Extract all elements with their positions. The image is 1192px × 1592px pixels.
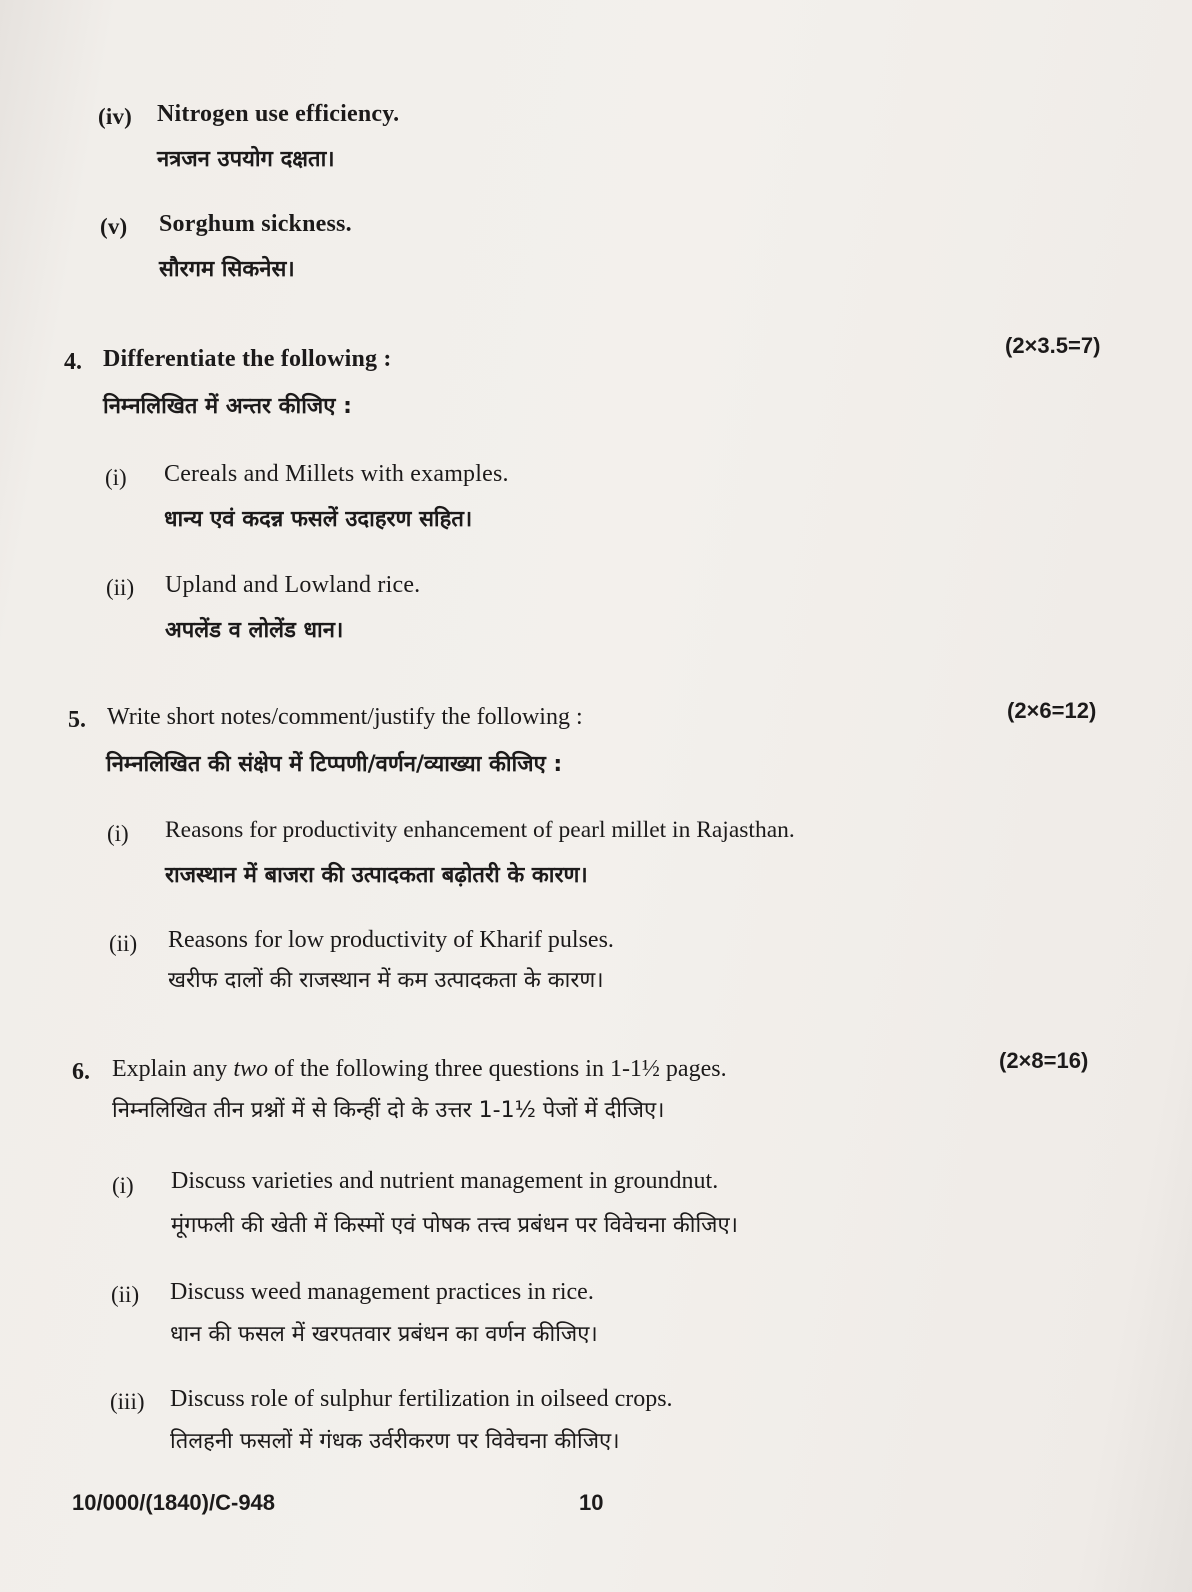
item-text-hi: तिलहनी फसलों में गंधक उर्वरीकरण पर विवेचना कीजिए। bbox=[170, 1429, 620, 1454]
item-text-en: Discuss weed management practices in rice. bbox=[170, 1279, 594, 1305]
item-text-en: Discuss role of sulphur fertilization in oilseed crops. bbox=[170, 1386, 673, 1412]
item-label: (iii) bbox=[110, 1389, 145, 1414]
question-marks: (2×6=12) bbox=[1007, 698, 1097, 723]
item-label: (iv) bbox=[98, 104, 133, 129]
item-text-hi: खरीफ दालों की राजस्थान में कम उत्पादकता के कारण। bbox=[168, 968, 604, 993]
question-text-en: Differentiate the following : bbox=[103, 346, 392, 372]
question-text-en: Explain any two of the following three questions in 1-1½ pages. bbox=[112, 1056, 727, 1082]
item-text-hi: धान की फसल में खरपतवार प्रबंधन का वर्णन कीजिए। bbox=[170, 1322, 598, 1347]
item-text-en: Sorghum sickness. bbox=[159, 211, 352, 237]
question-marks: (2×8=16) bbox=[999, 1048, 1089, 1073]
item-label: (ii) bbox=[109, 931, 138, 956]
item-text-hi: राजस्थान में बाजरा की उत्पादकता बढ़ोतरी के कारण। bbox=[165, 863, 588, 888]
item-label: (i) bbox=[105, 465, 127, 490]
item-label: (i) bbox=[112, 1173, 134, 1198]
item-label: (ii) bbox=[106, 575, 135, 600]
item-text-hi: अपलेंड व लोलेंड धान। bbox=[165, 618, 344, 643]
item-text-en: Nitrogen use efficiency. bbox=[157, 101, 400, 127]
page-number: 10 bbox=[579, 1490, 604, 1515]
item-text-en: Reasons for low productivity of Kharif pulses. bbox=[168, 927, 614, 953]
question-text-en: Write short notes/comment/justify the following : bbox=[107, 704, 583, 730]
item-label: (i) bbox=[107, 821, 129, 846]
item-text-hi: सौरगम सिकनेस। bbox=[159, 257, 295, 282]
item-label: (ii) bbox=[111, 1282, 140, 1307]
item-text-en: Reasons for productivity enhancement of pearl millet in Rajasthan. bbox=[165, 817, 795, 843]
item-label: (v) bbox=[100, 214, 128, 239]
question-number: 5. bbox=[68, 707, 86, 733]
paper-code: 10/000/(1840)/C-948 bbox=[72, 1490, 276, 1515]
item-text-en: Discuss varieties and nutrient management in groundnut. bbox=[171, 1168, 719, 1194]
item-text-en: Upland and Lowland rice. bbox=[165, 572, 421, 598]
item-text-hi: मूंगफली की खेती में किस्मों एवं पोषक तत्त्व प्रबंधन पर विवेचना कीजिए। bbox=[171, 1213, 738, 1238]
question-text-hi: निम्नलिखित में अन्तर कीजिए : bbox=[103, 394, 352, 419]
question-text-hi: निम्नलिखित तीन प्रश्नों में से किन्हीं दो के उत्तर 1-1½ पेजों में दीजिए। bbox=[112, 1098, 665, 1123]
question-number: 6. bbox=[72, 1059, 90, 1085]
item-text-en: Cereals and Millets with examples. bbox=[164, 461, 509, 487]
item-text-hi: नत्रजन उपयोग दक्षता। bbox=[157, 147, 335, 172]
item-text-hi: धान्य एवं कदन्न फसलें उदाहरण सहित। bbox=[164, 507, 473, 532]
question-text-hi: निम्नलिखित की संक्षेप में टिप्पणी/वर्णन/व्याख्या कीजिए : bbox=[106, 752, 563, 777]
question-number: 4. bbox=[64, 349, 82, 375]
question-marks: (2×3.5=7) bbox=[1005, 333, 1101, 358]
